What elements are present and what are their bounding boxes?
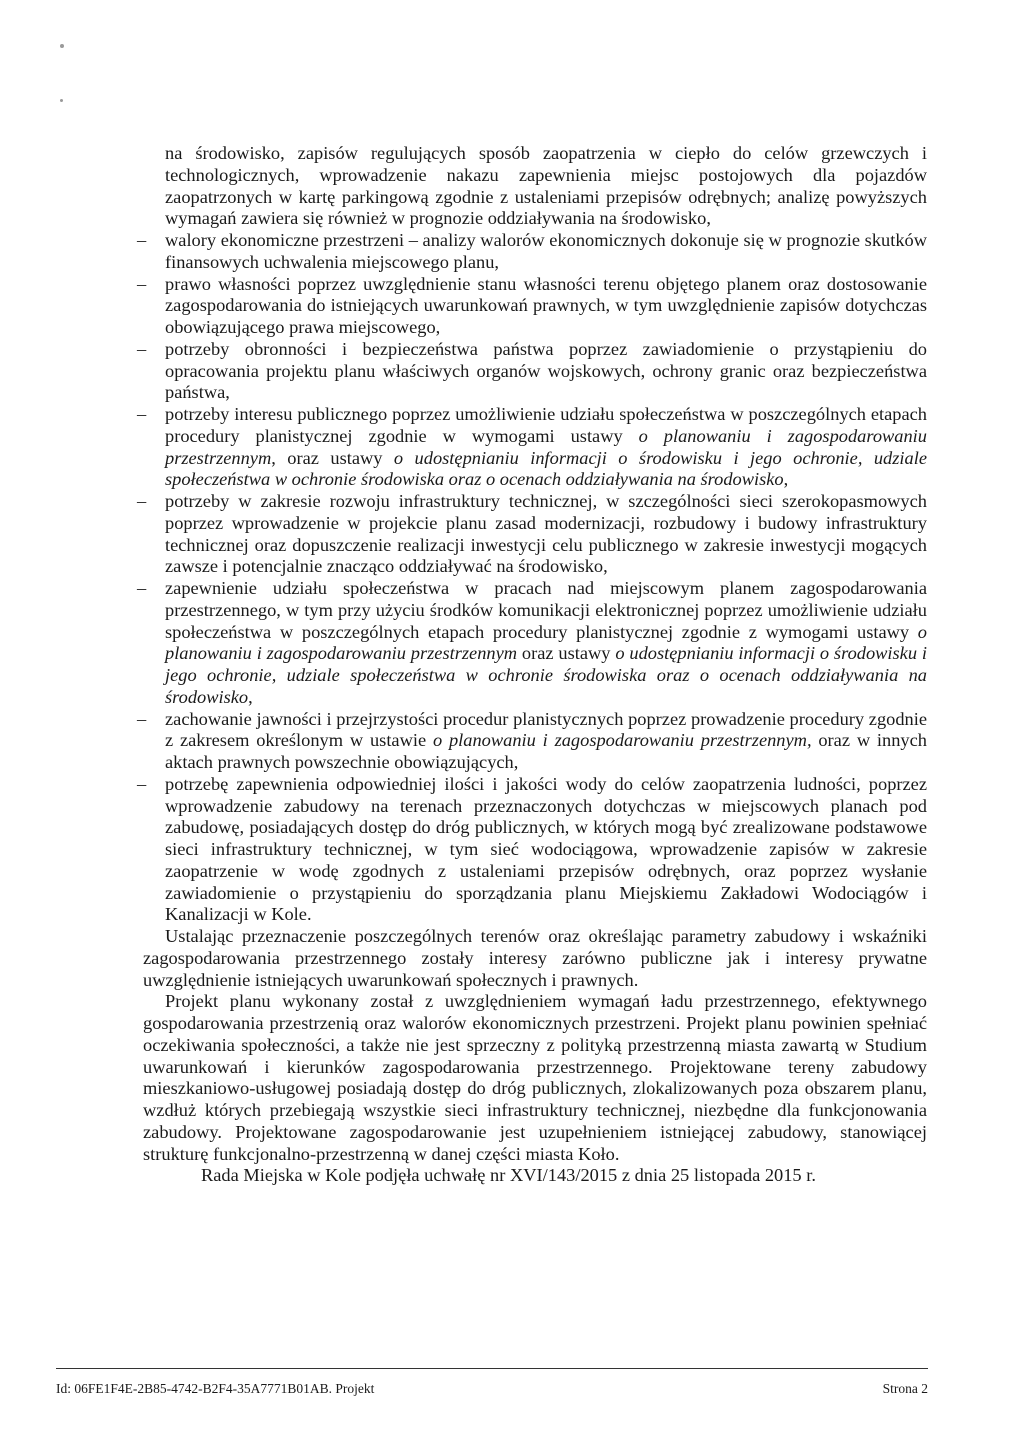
statute-title: o planowaniu i zagospodarowaniu przestrzennym [165,425,927,468]
statute-title: o planowaniu i zagospodarowaniu przestrzennym [165,621,927,664]
statute-title: o udostępnianiu informacji o środowisku i jego ochronie, udziale społeczeństwa w ochronie środowiska oraz o ocenach oddziaływania na środowisko [165,643,927,707]
list-item-text: potrzeby interesu publicznego poprzez umożliwienie udziału społeczeństwa w poszczególnych etapach procedury planistycznej zgodnie w wymogami ustawy [165,404,927,446]
scan-speck [60,99,63,102]
page-number: Strona 2 [882,1381,928,1396]
intro-paragraph: na środowisko, zapisów regulujących sposób zaopatrzenia w ciepło do celów grzewczych i technologicznych, wprowadzenie nakazu zapewnienia miejsc postojowych dla pojazdów zaopatrzonych w kartę parkingową zgodnie z ustaleniami przepisów odrębnych; analizę powyższych wymagań zawiera się również w prognozie oddziaływania na środowisko, [165,143,927,229]
dash-marker: – [137,708,147,729]
list-item-text: oraz ustawy [517,643,616,664]
list-item [137,273,927,339]
list-item [137,708,927,774]
body-paragraph: Projekt planu wykonany został z uwzględnieniem wymagań ładu przestrzennego, efektywnego gospodarowania przestrzenią oraz walorów ekonomicznych przestrzeni. Projekt planu powinien spełniać oczekiwania społeczności, a także nie jest sprzeczny z polityką przestrzenną miasta zawartą w Studium uwarunkowań i kierunków zagospodarowania przestrzennego. Projektowane tereny zabudowy mieszkaniowo-usługowej posiadają dostęp do dróg publicznych, zlokalizowanych poza obszarem planu, wzdłuż których przebiegają wszystkie sieci infrastruktury technicznej, niezbędne dla funkcjonowania zabudowy. Projektowane zagospodarowanie jest uzupełnieniem istniejącej zabudowy, stanowiącej strukturę funkcjonalno-przestrzenną w danej części miasta Koło. [143,991,927,1164]
list-item-text: zachowanie jawności i przejrzystości procedur planistycznych poprzez prowadzenie procedury zgodnie z zakresem określonym w ustawie [165,708,927,751]
dash-marker: – [137,273,147,294]
scan-speck [60,44,64,48]
body-paragraph: Ustalając przeznaczenie poszczególnych terenów oraz określając parametry zabudowy i wskaźniki zagospodarowania przestrzennego zostały interesy zarówno publiczne jak i interesy prywatne uwzględnienie istniejących uwarunkowań społecznych i prawnych. [143,926,927,990]
list-item [137,491,927,578]
list-item [137,578,927,709]
dash-marker: – [137,773,147,794]
page-footer [56,1368,928,1397]
requirements-list [137,230,927,926]
list-item [137,338,927,404]
list-item-text: potrzeby obronności i bezpieczeństwa państwa poprzez zawiadomienie o przystąpieniu do opracowania projektu planu właściwych organów wojskowych, ochrony granic oraz bezpieczeństwa państwa, [165,338,927,403]
dash-marker: – [137,230,147,250]
resolution-paragraph: Rada Miejska w Kole podjęła uchwałę nr XVI/143/2015 z dnia 25 listopada 2015 r. [201,1165,816,1186]
dash-marker: – [137,404,147,424]
list-item-text: prawo własności poprzez uwzględnienie stanu własności terenu objętego planem oraz dostosowanie zagospodarowania do istniejących uwarunkowań prawnych, w tym uwzględnienie zapisów dotychczas obowiązującego prawa miejscowego, [165,273,927,337]
list-item [137,230,927,274]
list-item-text: potrzebę zapewnienia odpowiedniej ilości i jakości wody do celów zaopatrzenia ludności, poprzez wprowadzenie zabudowy na terenach przeznaczonych dotychczas w miejscowych planach pod zabudowę, posiadających dostęp do dróg publicznych, w których mogą być zrealizowane podstawowe sieci infrastruktury technicznej, w tym sieć wodociągowa, wprowadzenie zapisów w zakresie zaopatrzenie w wodę zgodnych z ustaleniami przepisów odrębnych, oraz poprzez wysłanie zawiadomienie o przystąpieniu do sporządzania planu Miejskiemu Zakładowi Wodociągów i Kanalizacji w Kole. [165,773,927,925]
dash-marker: – [137,338,147,359]
list-item [137,773,927,926]
document-body [137,143,927,1187]
list-item [137,404,927,491]
dash-marker: – [137,491,147,511]
document-id: Id: 06FE1F4E-2B85-4742-B2F4-35A7771B01AB. Projekt [56,1381,375,1396]
list-item-text: walory ekonomiczne przestrzeni – analizy walorów ekonomicznych dokonuje się w prognozie skutków finansowych uchwalenia miejscowego planu, [165,230,927,272]
list-item-text: zapewnienie udziału społeczeństwa w pracach nad miejscowym planem zagospodarowania przestrzennego, w tym przy użyciu środków komunikacji elektronicznej poprzez umożliwienie udziału społeczeństwa w poszczególnych etapach procedury planistycznej zgodnie z wymogami ustawy [165,578,927,642]
list-item-text: , oraz ustawy [271,447,394,468]
list-item-text: , [783,469,789,490]
list-item-text: potrzeby w zakresie rozwoju infrastruktury technicznej, w szczególności sieci szerokopasmowych poprzez wprowadzenie w projekcie planu zasad modernizacji, rozbudowy i budowy infrastruktury technicznej oraz dopuszczenie realizacji inwestycji celu publicznego w zakresie inwestycji mogących zawsze i potencjalnie znacząco oddziaływać na środowisko, [165,491,927,577]
list-item-text: , [248,686,253,707]
statute-title: o planowaniu i zagospodarowaniu przestrzennym, [432,730,812,751]
statute-title: o udostępnianiu informacji o środowisku i jego ochronie, udziale społeczeństwa w ochronie środowiska oraz o ocenach oddziaływania na środowisko [165,447,927,490]
list-item-text: oraz w innych aktach prawnych powszechnie obowiązujących, [165,730,927,772]
dash-marker: – [137,578,147,598]
